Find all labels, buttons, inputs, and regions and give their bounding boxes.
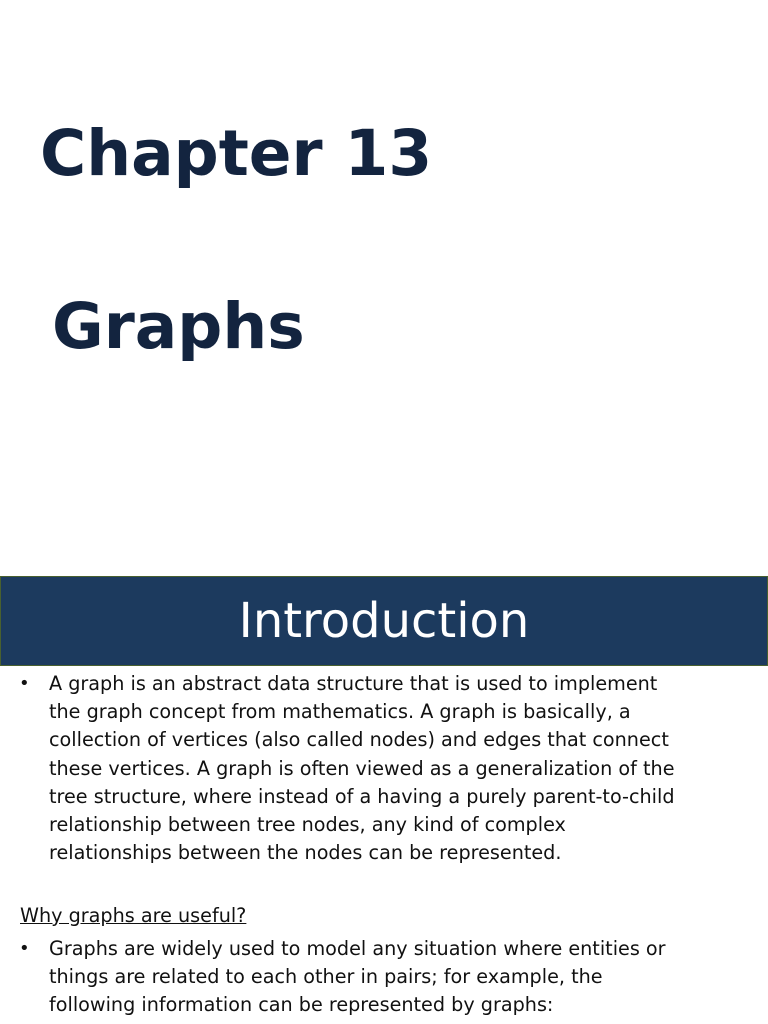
chapter-title: Chapter 13 — [40, 117, 433, 190]
slide-header-title: Introduction — [238, 593, 530, 649]
introduction-slide — [0, 576, 768, 1024]
bullet-line: Graphs are widely used to model any situation where entities or — [49, 937, 666, 960]
bullet-line: A graph is an abstract data structure that is used to implement — [49, 672, 658, 695]
bullet-definition-text — [49, 670, 761, 867]
why-graphs-subheading: Why graphs are useful? — [20, 904, 247, 927]
slide-header-bar — [0, 576, 768, 666]
chapter-subtitle: Graphs — [52, 290, 305, 363]
bullet-mark: • — [19, 938, 30, 959]
bullet-uses-text — [49, 935, 761, 1020]
bullet-line: things are related to each other in pairs; for example, the — [49, 965, 603, 989]
bullet-line: following information can be represented by graphs: — [49, 993, 554, 1017]
bullet-line: the graph concept from mathematics. A graph is basically, a — [49, 700, 631, 724]
bullet-line: collection of vertices (also called nodes) and edges that connect — [49, 728, 669, 752]
bullet-line: these vertices. A graph is often viewed as a generalization of the — [49, 756, 675, 780]
bullet-mark: • — [19, 673, 30, 694]
bullet-line: tree structure, where instead of a having a purely parent-to-child — [49, 784, 675, 808]
bullet-line: relationship between tree nodes, any kind of complex — [49, 813, 566, 837]
bullet-line: relationships between the nodes can be represented. — [49, 841, 562, 865]
